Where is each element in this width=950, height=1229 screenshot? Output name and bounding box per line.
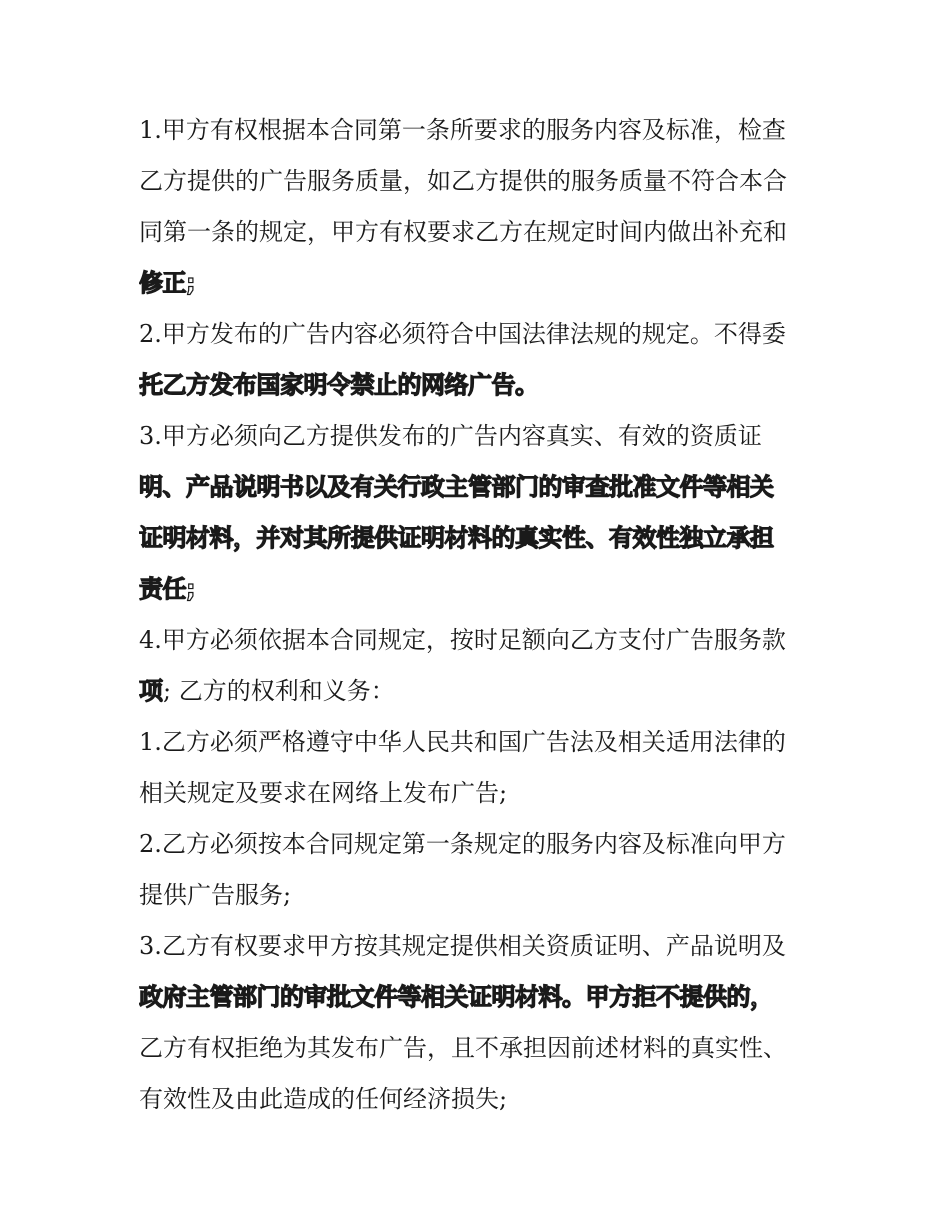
text-line: 3.甲方必须向乙方提供发布的广告内容真实、有效的资质证 (139, 422, 762, 450)
text-line: 乙方有权拒绝为其发布广告，且不承担因前述材料的真实性、 (139, 1034, 787, 1062)
text-segment-outlined: 项 (139, 677, 163, 705)
text-line: 3.乙方有权要求甲方按其规定提供相关资质证明、产品说明及 (139, 932, 786, 960)
text-line: 有效性及由此造成的任何经济损失; (139, 1085, 508, 1113)
text-line: 责任; (139, 575, 196, 603)
text-line: 4.甲方必须依据本合同规定，按时足额向乙方支付广告服务款 (139, 626, 786, 654)
text-line: 相关规定及要求在网络上发布广告; (139, 779, 508, 807)
text-line: 明、产品说明书以及有关行政主管部门的审查批准文件等相关 (139, 473, 774, 501)
text-line: 同第一条的规定，甲方有权要求乙方在规定时间内做出补充和 (139, 218, 787, 246)
text-line: 修正; (139, 269, 196, 297)
text-line: 托乙方发布国家明令禁止的网络广告。 (139, 371, 539, 399)
text-line: 1.甲方有权根据本合同第一条所要求的服务内容及标准，检查 (139, 116, 786, 144)
text-line: 乙方提供的广告服务质量，如乙方提供的服务质量不符合本合 (139, 167, 787, 195)
text-line-mixed (139, 666, 815, 717)
document-body (139, 105, 815, 1125)
text-line: 证明材料，并对其所提供证明材料的真实性、有效性独立承担 (139, 524, 774, 552)
text-line: 2.乙方必须按本合同规定第一条规定的服务内容及标准向甲方 (139, 830, 786, 858)
section-heading-obligations: ; 乙方的权利和义务： (163, 677, 395, 705)
text-line: 2.甲方发布的广告内容必须符合中国法律法规的规定。不得委 (139, 320, 786, 348)
text-line: 政府主管部门的审批文件等相关证明材料。甲方拒不提供的， (139, 983, 774, 1011)
text-line: 提供广告服务; (139, 881, 292, 909)
text-line: 1.乙方必须严格遵守中华人民共和国广告法及相关适用法律的 (139, 728, 786, 756)
